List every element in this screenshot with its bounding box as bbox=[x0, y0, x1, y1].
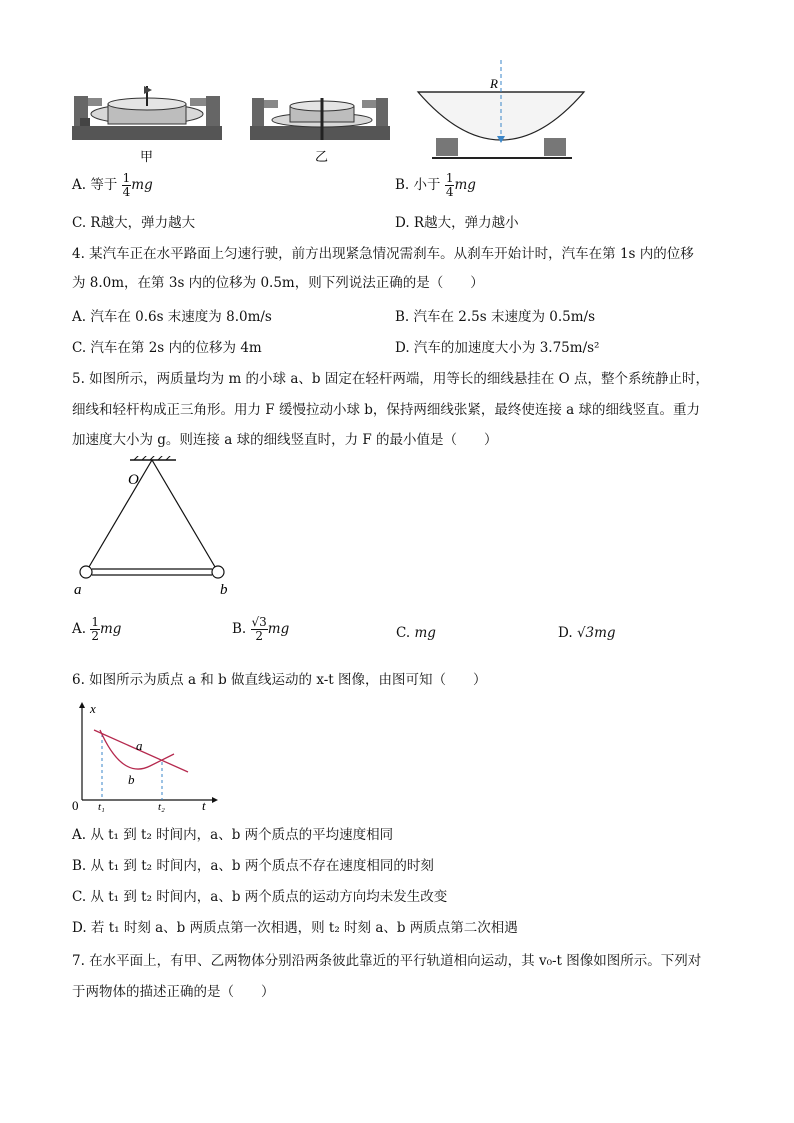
q4-option-d[interactable]: D. 汽车的加速度大小为 3.75m/s² bbox=[395, 340, 600, 356]
q4-stem-line2: 为 8.0m，在第 3s 内的位移为 0.5m，则下列说法正确的是（ ） bbox=[72, 275, 484, 291]
point-o-label: O bbox=[128, 472, 139, 488]
q5-option-b[interactable]: B. $\frac{√3}{2}$ mg bbox=[232, 615, 290, 643]
q6-option-d[interactable]: D. 若 t₁ 时刻 a、b 两质点第一次相遇，则 t₂ 时刻 a、b 两质点第二次相遇 bbox=[72, 920, 518, 936]
q5-option-c[interactable]: C. mg bbox=[396, 625, 436, 641]
q6-option-b[interactable]: B. 从 t₁ 到 t₂ 时间内，a、b 两个质点不存在速度相同的时刻 bbox=[72, 858, 434, 874]
tick-t2-label: t₂ bbox=[158, 801, 165, 812]
q5-option-a[interactable]: A. $\frac{1}{2}$ mg bbox=[72, 615, 122, 643]
ball-a bbox=[80, 566, 92, 578]
curve-b-label: b bbox=[128, 772, 135, 787]
q3-option-b[interactable]: B. 小于 $\frac{1}{4}$ mg bbox=[395, 171, 476, 199]
tick-t1-label: t₁ bbox=[98, 801, 105, 812]
ball-b bbox=[212, 566, 224, 578]
q6-stem: 6. 如图所示为质点 a 和 b 做直线运动的 x-t 图像，由图可知（ ） bbox=[72, 672, 487, 688]
q4-option-b[interactable]: B. 汽车在 2.5s 末速度为 0.5m/s bbox=[395, 309, 596, 325]
radius-label: R bbox=[490, 76, 498, 91]
q5-stem-line2: 细线和轻杆构成正三角形。用力 F 缓慢拉动小球 b，保持两细线张紧，最终使连接 a 球的细线竖直。重力 bbox=[72, 402, 701, 418]
curve-a-label: a bbox=[136, 738, 143, 753]
xt-graph bbox=[70, 700, 220, 812]
stove-figures bbox=[60, 58, 590, 168]
q7-stem-line1: 7. 在水平面上，有甲、乙两物体分别沿两条彼此靠近的平行轨道相向运动，其 v₀-t 图像如图所示。下列对 bbox=[72, 953, 702, 969]
jia-label: 甲 bbox=[140, 149, 154, 164]
q5-option-d[interactable]: D. √3mg bbox=[558, 625, 616, 641]
q4-option-a[interactable]: A. 汽车在 0.6s 末速度为 8.0m/s bbox=[72, 309, 272, 325]
q5-stem-line3: 加速度大小为 g。则连接 a 球的细线竖直时，力 F 的最小值是（ ） bbox=[72, 432, 498, 448]
yi-label: 乙 bbox=[315, 149, 329, 164]
triangle-figure bbox=[66, 456, 246, 601]
q3-option-a[interactable]: A. 等于 $\frac{1}{4}$ mg bbox=[72, 171, 153, 199]
q7-stem-line2: 于两物体的描述正确的是（ ） bbox=[72, 984, 275, 1000]
q6-option-c[interactable]: C. 从 t₁ 到 t₂ 时间内，a、b 两个质点的运动方向均未发生改变 bbox=[72, 889, 448, 905]
axis-x-label: x bbox=[90, 701, 96, 716]
origin-label: 0 bbox=[72, 798, 79, 812]
wok-figure bbox=[418, 60, 584, 158]
q3-option-c[interactable]: C. R越大，弹力越大 bbox=[72, 215, 196, 231]
q4-stem-line1: 4. 某汽车正在水平路面上匀速行驶，前方出现紧急情况需刹车。从刹车开始计时，汽车在第 1s 内的位移 bbox=[72, 246, 694, 262]
stove-yi-figure bbox=[250, 98, 390, 140]
q5-stem-line1: 5. 如图所示，两质量均为 m 的小球 a、b 固定在轻杆两端，用等长的细线悬挂在 O 点，整个系统静止时， bbox=[72, 371, 709, 387]
q4-option-c[interactable]: C. 汽车在第 2s 内的位移为 4m bbox=[72, 340, 262, 356]
ball-b-label: b bbox=[220, 582, 228, 598]
axis-t-label: t bbox=[202, 798, 206, 812]
ball-a-label: a bbox=[74, 582, 82, 598]
stove-jia-figure bbox=[72, 86, 222, 140]
q3-option-d[interactable]: D. R越大，弹力越小 bbox=[395, 215, 519, 231]
q6-option-a[interactable]: A. 从 t₁ 到 t₂ 时间内，a、b 两个质点的平均速度相同 bbox=[72, 827, 394, 843]
